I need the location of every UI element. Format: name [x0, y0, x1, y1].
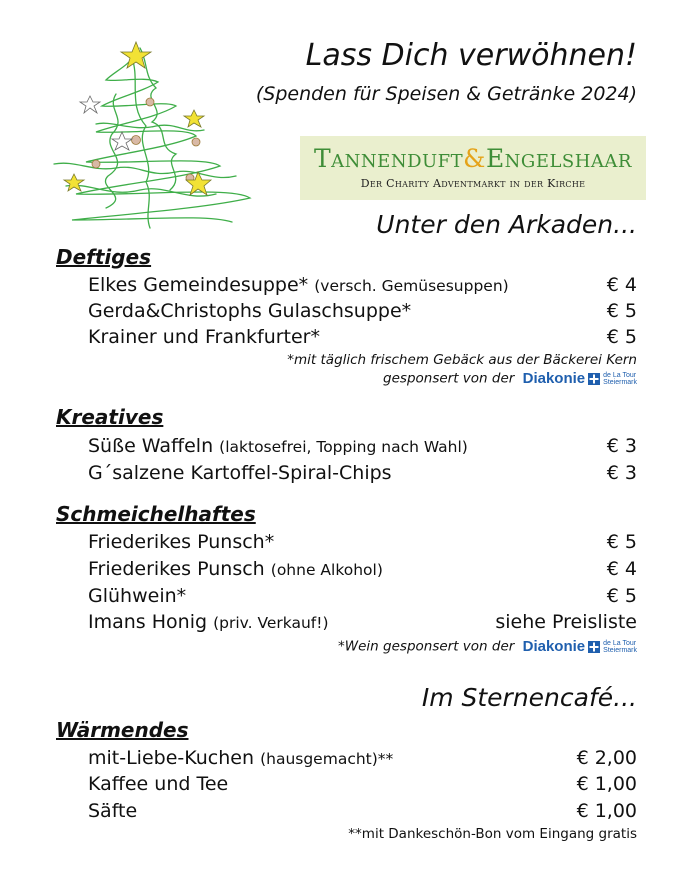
event-banner — [300, 136, 646, 200]
item-price: € 1,00 — [576, 773, 637, 795]
item-price: € 3 — [606, 435, 637, 457]
banner-tagline: Der Charity Adventmarkt in der Kirche — [360, 177, 586, 190]
menu-item — [88, 800, 637, 826]
menu-item — [88, 611, 637, 637]
diakonie-logo-suffix-1: de La Tour — [603, 639, 637, 647]
item-name: Glühwein* — [88, 585, 187, 607]
item-price: € 3 — [606, 462, 637, 484]
diakonie-logo-suffix-2: Steiermark — [603, 646, 637, 654]
item-detail: (laktosefrei, Topping nach Wahl) — [219, 438, 468, 456]
item-name: Friederikes Punsch — [88, 558, 265, 580]
footnote-bakery: *mit täglich frischem Gebäck aus der Bäckerei Kern — [287, 352, 637, 368]
item-name: Krainer und Frankfurter* — [88, 326, 320, 348]
item-price: € 2,00 — [576, 747, 637, 769]
item-detail: (versch. Gemüsesuppen) — [314, 277, 509, 295]
item-price: € 5 — [606, 326, 637, 348]
footnote-sponsor-text: gesponsert von der — [383, 370, 515, 387]
footnote-voucher: **mit Dankeschön-Bon vom Eingang gratis — [348, 826, 637, 842]
item-price: € 4 — [606, 558, 637, 580]
menu-item — [88, 585, 637, 611]
diakonie-logo-word: Diakonie — [522, 370, 586, 387]
item-name: Süße Waffeln — [88, 435, 214, 457]
diakonie-cross-icon — [588, 373, 600, 385]
menu-item — [88, 773, 637, 799]
item-price: € 4 — [606, 274, 637, 296]
section-sternencafe-title: Im Sternencafé... — [421, 683, 637, 712]
item-detail: (hausgemacht)** — [260, 750, 394, 768]
menu-item — [88, 300, 637, 326]
menu-item — [88, 435, 637, 461]
diakonie-logo — [523, 370, 637, 387]
section-arkaden-title: Unter den Arkaden... — [376, 210, 637, 239]
christmas-tree-illustration — [36, 36, 276, 241]
diakonie-logo-word: Diakonie — [522, 638, 586, 655]
menu-item — [88, 326, 637, 352]
menu-item — [88, 274, 637, 300]
menu-item — [88, 531, 637, 557]
category-deftiges-title: Deftiges — [56, 245, 152, 269]
item-price: siehe Preisliste — [495, 611, 637, 633]
menu-item — [88, 747, 637, 773]
banner-name — [300, 144, 646, 173]
item-price: € 5 — [606, 300, 637, 322]
item-price: € 5 — [606, 531, 637, 553]
item-name: G´salzene Kartoffel-Spiral-Chips — [88, 462, 392, 484]
diakonie-logo-suffix-1: de La Tour — [603, 371, 637, 379]
item-name: Friederikes Punsch* — [88, 531, 275, 553]
item-price: € 1,00 — [576, 800, 637, 822]
item-price: € 5 — [606, 585, 637, 607]
banner-ampersand: & — [463, 144, 486, 173]
item-name: Gerda&Christophs Gulaschsuppe* — [88, 300, 412, 322]
diakonie-cross-icon — [588, 641, 600, 653]
footnote-sponsor — [383, 370, 637, 387]
banner-name-part2: Engelshaar — [485, 144, 632, 173]
item-detail: (ohne Alkohol) — [270, 561, 383, 579]
page-title: Lass Dich verwöhnen! — [305, 38, 637, 73]
diakonie-logo — [523, 638, 637, 655]
item-name: Kaffee und Tee — [88, 773, 229, 795]
item-name: mit-Liebe-Kuchen — [88, 747, 255, 769]
item-name: Imans Honig — [88, 611, 208, 633]
category-waermendes-title: Wärmendes — [56, 718, 189, 742]
item-name: Säfte — [88, 800, 138, 822]
category-schmeichelhaftes-title: Schmeichelhaftes — [56, 502, 256, 526]
item-detail: (priv. Verkauf!) — [213, 614, 329, 632]
menu-item — [88, 462, 637, 488]
page-subtitle: (Spenden für Speisen & Getränke 2024) — [255, 83, 637, 105]
category-kreatives-title: Kreatives — [56, 405, 164, 429]
item-name: Elkes Gemeindesuppe* — [88, 274, 309, 296]
menu-item — [88, 558, 637, 584]
diakonie-logo-suffix-2: Steiermark — [603, 378, 637, 386]
footnote-wine-text: *Wein gesponsert von der — [338, 638, 515, 655]
footnote-wine-sponsor — [338, 638, 637, 655]
banner-name-part1: Tannenduft — [314, 144, 464, 173]
